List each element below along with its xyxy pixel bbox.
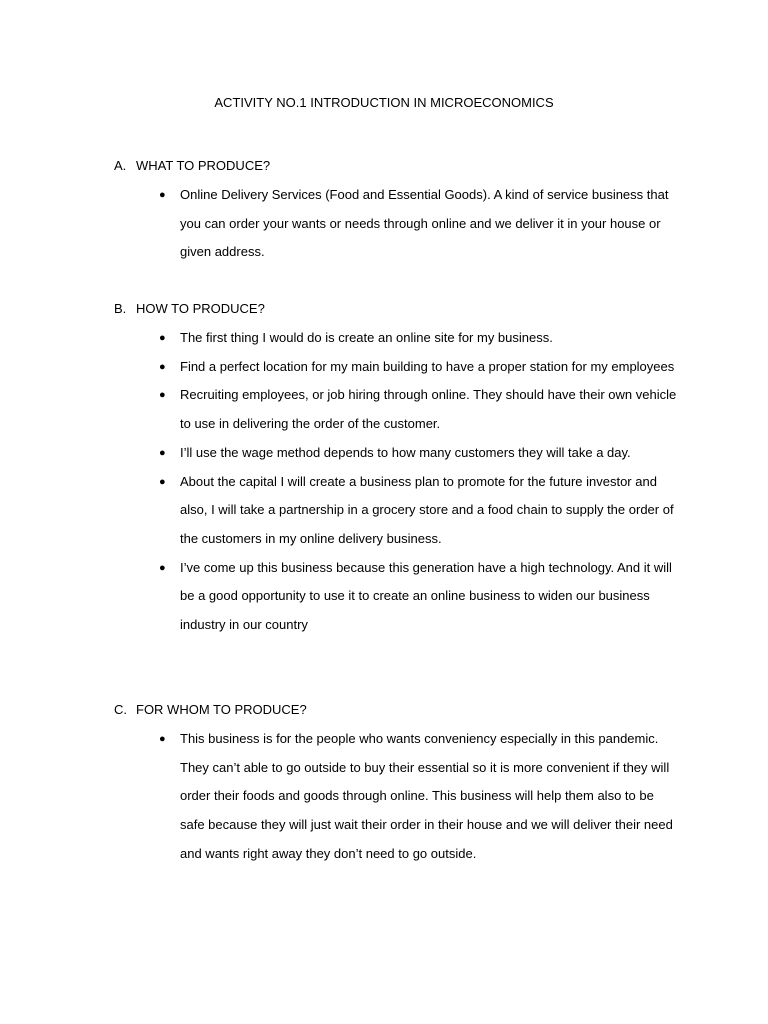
list-item: [0, 324, 680, 353]
bullet-icon: ●: [159, 389, 166, 402]
list-item-text: Online Delivery Services (Food and Essential Goods). A kind of service business that you can order your wants or needs through online and we deliver it in your house or given address.: [180, 187, 669, 260]
section-heading-for-whom-to-produce: [114, 700, 307, 720]
section-heading-what-to-produce: [114, 156, 270, 176]
list-item: [0, 181, 680, 267]
list-item: [0, 353, 680, 382]
list-item: [0, 381, 680, 438]
section-marker: A.: [114, 158, 127, 173]
list-item-text: This business is for the people who wants conveniency especially in this pandemic. They can’t able to go outside to buy their essential so it is more convenient if they will order their foods and goods through online. This business will help them also to be safe because they will just wait their order in their house and we will deliver their need and wants right away they don’t need to go outside.: [180, 731, 673, 861]
bullet-icon: ●: [159, 332, 166, 344]
bullet-icon: ●: [159, 733, 166, 745]
section-title: WHAT TO PRODUCE?: [136, 158, 271, 173]
bullet-icon: ●: [159, 561, 166, 574]
list-item: [0, 725, 680, 869]
list-item-text: About the capital I will create a business plan to promote for the future investor and also, I will take a partnership in a grocery store and a food chain to supply the order of the customers in my online delivery business.: [180, 473, 674, 546]
section-title: FOR WHOM TO PRODUCE?: [136, 702, 307, 717]
section-title: HOW TO PRODUCE?: [136, 301, 265, 316]
bullet-list-how-to-produce: [0, 324, 768, 640]
list-item-text: I’ve come up this business because this generation have a high technology. And it will be a good opportunity to use it to create an online business to widen our business industry in our country: [180, 559, 672, 633]
section-marker: C.: [114, 702, 127, 717]
list-item: [0, 554, 680, 640]
list-item-text: The first thing I would do is create an online site for my business.: [180, 330, 553, 345]
bullet-list-for-whom-to-produce: [0, 725, 768, 869]
bullet-icon: ●: [159, 475, 166, 488]
bullet-list-what-to-produce: [0, 181, 768, 267]
section-heading-how-to-produce: [114, 299, 265, 319]
list-item: [0, 468, 680, 554]
list-item-text: I’ll use the wage method depends to how many customers they will take a day.: [180, 444, 631, 460]
document-title: ACTIVITY NO.1 INTRODUCTION IN MICROECONOMICS: [214, 95, 554, 110]
bullet-icon: ●: [159, 189, 166, 201]
list-item-text: Recruiting employees, or job hiring through online. They should have their own vehicle to use in delivering the order of the customer.: [180, 387, 677, 432]
bullet-icon: ●: [159, 360, 166, 373]
list-item-text: Find a perfect location for my main building to have a proper station for my employees: [180, 358, 675, 374]
section-marker: B.: [114, 301, 127, 316]
bullet-icon: ●: [159, 446, 166, 459]
list-item: [0, 439, 680, 468]
